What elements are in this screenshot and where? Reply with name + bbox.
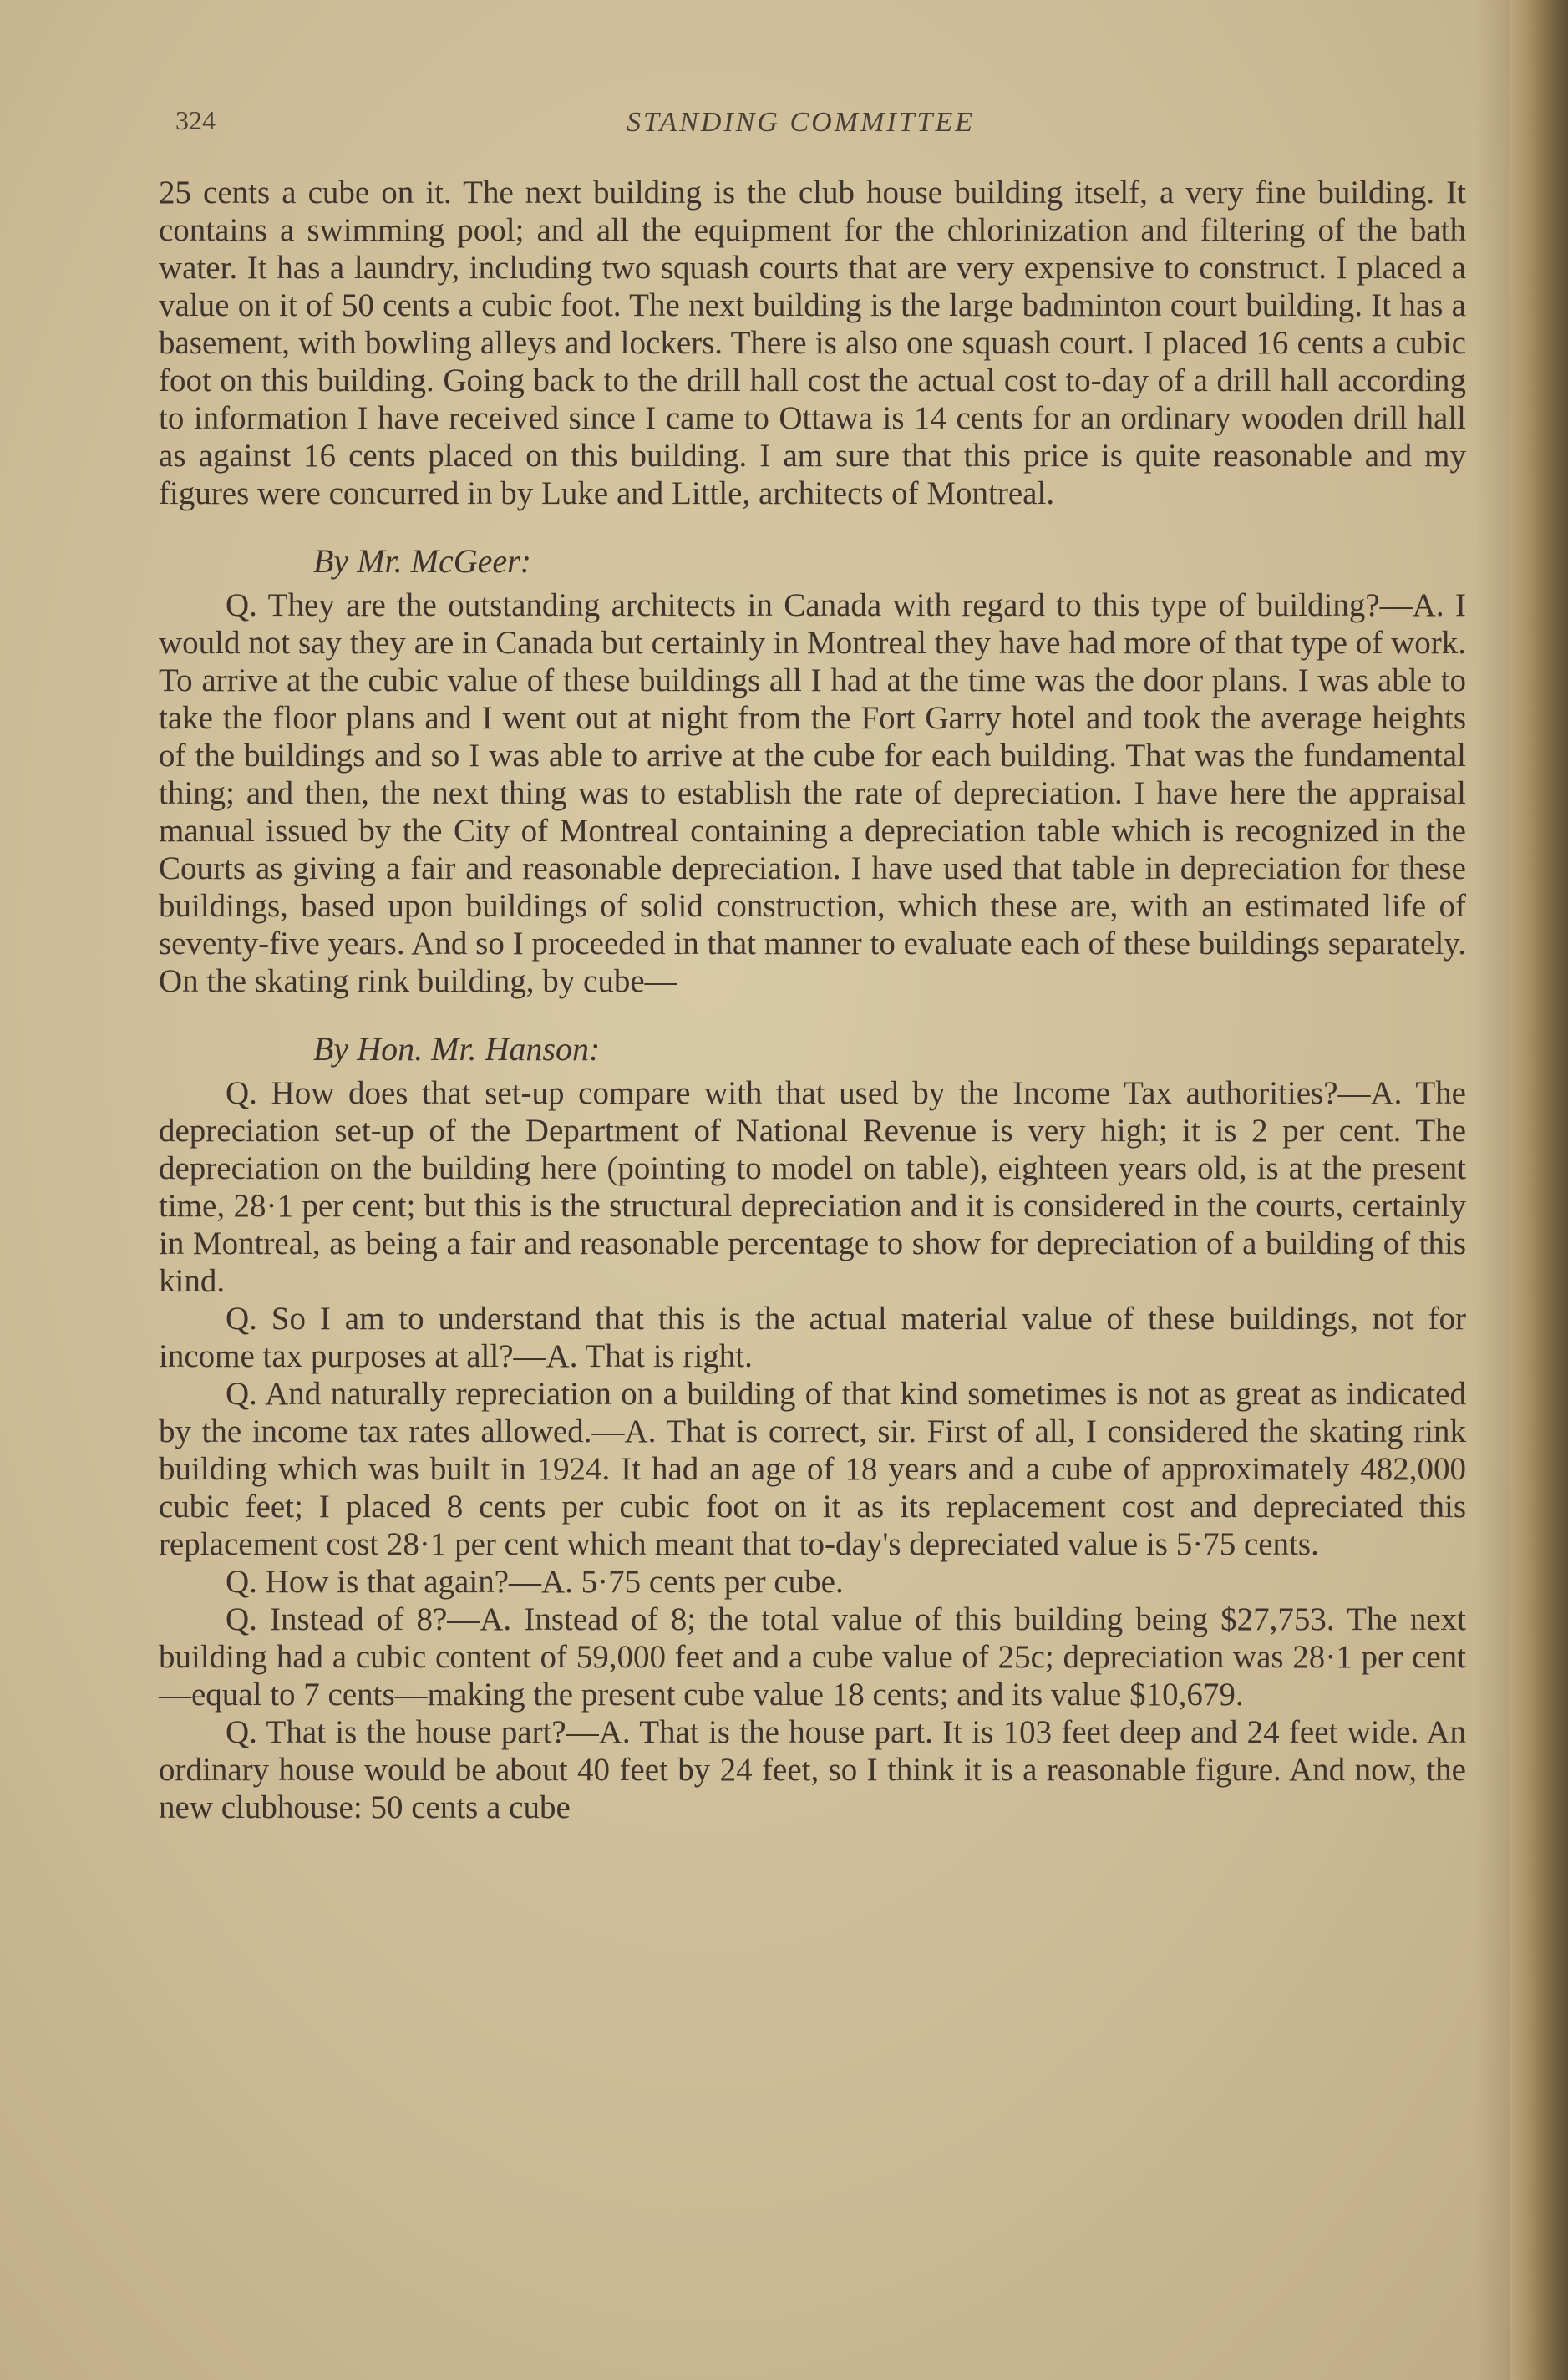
paragraph: Q. So I am to understand that this is the actual material value of these buildings, not for income tax purposes at all?—A. That is right. (159, 1301, 1466, 1374)
speaker-heading: By Mr. McGeer: (313, 542, 531, 580)
page-number: 324 (175, 105, 216, 135)
running-head: STANDING COMMITTEE (627, 107, 975, 138)
page-header (175, 105, 1462, 147)
paragraph: Q. That is the house part?—A. That is the house part. It is 103 feet deep and 24 feet wide. An ordinary house would be about 40 feet by 24 feet, so I think it is a reasonable figure. And now, the new clubhouse: 50 cents a cube (159, 1714, 1466, 1825)
paragraph: 25 cents a cube on it. The next building is the club house building itself, a very fine building. It contains a swimming pool; and all the equipment for the chlorinization and filtering of the bath water. It has a laundry, including two squash courts that are very expensive to construct. I placed a value on it of 50 cents a cubic foot. The next building is the large badminton court building. It has a basement, with bowling alleys and lockers. There is also one squash court. I placed 16 cents a cubic foot on this building. Going back to the drill hall cost the actual cost to-day of a drill hall according to information I have received since I came to Ottawa is 14 cents for an ordinary wooden drill hall as against 16 cents placed on this building. I am sure that this price is quite reasonable and my figures were concurred in by Luke and Little, architects of Montreal. (159, 175, 1466, 511)
page-gutter-shadow (1476, 0, 1510, 2380)
document-body (159, 174, 1466, 1826)
speaker-heading: By Hon. Mr. Hanson: (313, 1030, 601, 1068)
paragraph: Q. How is that again?—A. 5·75 cents per cube. (226, 1564, 844, 1600)
paragraph: Q. How does that set-up compare with that used by the Income Tax authorities?—A. The depreciation set-up of the Department of National Revenue is very high; it is 2 per cent. The depreciation on the building here (pointing to model on table), eighteen years old, is at the present time, 28·1 per cent; but this is the structural depreciation and it is considered in the courts, certainly in Montreal, as being a fair and reasonable percentage to show for depreciation of a building of this kind. (159, 1075, 1466, 1299)
paragraph: Q. Instead of 8?—A. Instead of 8; the total value of this building being $27,753. The next building had a cubic content of 59,000 feet and a cube value of 25c; depreciation was 28·1 per cent—equal to 7 cents—making the present cube value 18 cents; and its value $10,679. (159, 1601, 1466, 1713)
paragraph: Q. They are the outstanding architects in Canada with regard to this type of building?—A. I would not say they are in Canada but certainly in Montreal they have had more of that type of work. To arrive at the cubic value of these buildings all I had at the time was the door plans. I was able to take the floor plans and I went out at night from the Fort Garry hotel and took the average heights of the buildings and so I was able to arrive at the cube for each building. That was the fundamental thing; and then, the next thing was to establish the rate of depreciation. I have here the appraisal manual issued by the City of Montreal containing a depreciation table which is recognized in the Courts as giving a fair and reasonable depreciation. I have used that table in depreciation for these buildings, based upon buildings of solid construction, which these are, with an estimated life of seventy-five years. And so I proceeded in that manner to evaluate each of these buildings separately. On the skating rink building, by cube— (159, 587, 1466, 999)
book-spine (1510, 0, 1568, 2380)
paragraph: Q. And naturally repreciation on a building of that kind sometimes is not as great as indicated by the income tax rates allowed.—A. That is correct, sir. First of all, I considered the skating rink building which was built in 1924. It had an age of 18 years and a cube of approximately 482,000 cubic feet; I placed 8 cents per cubic foot on it as its replacement cost and depreciated this replacement cost 28·1 per cent which meant that to-day's depreciated value is 5·75 cents. (159, 1376, 1466, 1562)
